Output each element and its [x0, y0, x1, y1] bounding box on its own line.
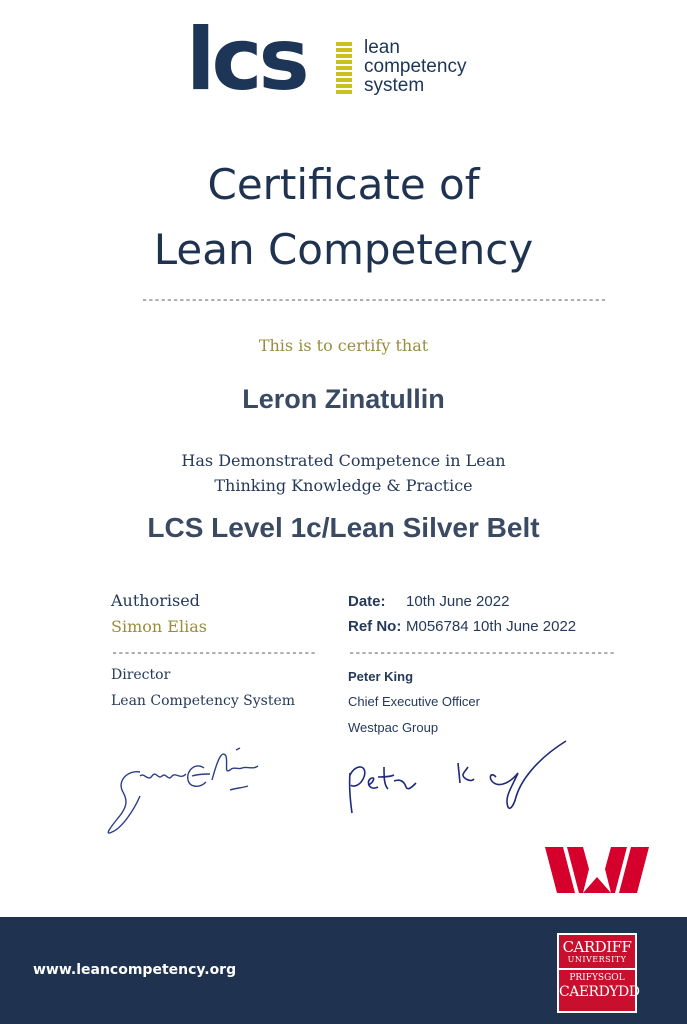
footer-url-link[interactable]: www.leancompetency.org: [33, 962, 237, 978]
certificate-level: LCS Level 1c/Lean Silver Belt: [147, 512, 540, 543]
date-value: 10th June 2022: [406, 593, 510, 610]
cardiff-line-3: PRIFYSGOL: [569, 973, 625, 983]
authoriser-organisation: Lean Competency System: [111, 693, 296, 709]
signature-simon-elias-icon: [100, 740, 270, 840]
cardiff-line-2: UNIVERSITY: [567, 955, 627, 964]
logo-line-3: system: [364, 75, 425, 96]
title-divider: ---------------------------------------------------------------------------: [141, 293, 607, 307]
lcs-logo-bars-icon: [336, 42, 352, 98]
authoriser-name: Simon Elias: [111, 617, 207, 636]
cardiff-divider: [559, 968, 635, 970]
ref-label: Ref No:: [348, 618, 402, 635]
lcs-logo: [186, 10, 496, 110]
westpac-logo-icon: [545, 847, 649, 893]
lcs-logo-text: [364, 38, 466, 95]
date-label: Date:: [348, 593, 386, 610]
recipient-name: Leron Zinatullin: [242, 384, 445, 414]
certificate-title-line-2: Lean Competency: [153, 225, 534, 274]
cardiff-university-logo: [557, 933, 640, 1013]
competence-statement-line-2: Thinking Knowledge & Practice: [214, 476, 473, 495]
signatory-name: Peter King: [348, 669, 414, 684]
authoriser-role: Director: [111, 667, 171, 683]
ref-value: M056784 10th June 2022: [406, 618, 577, 635]
signatory-role: Chief Executive Officer: [348, 694, 480, 709]
lcs-logo-mark: lcs: [186, 10, 306, 110]
cardiff-line-4: CAERDYDD: [559, 984, 640, 1000]
logo-line-2: competency: [364, 56, 467, 77]
certificate-title-line-1: Certificate of: [207, 160, 480, 209]
certify-text: This is to certify that: [258, 336, 429, 355]
right-signature-line: -------------------------------------------: [348, 646, 615, 660]
left-signature-line: ---------------------------------: [111, 646, 316, 660]
authorised-label: Authorised: [111, 591, 200, 610]
cardiff-line-1: CARDIFF: [562, 938, 632, 956]
competence-statement-line-1: Has Demonstrated Competence in Lean: [181, 451, 506, 470]
logo-line-1: lean: [364, 37, 400, 58]
signatory-organisation: Westpac Group: [348, 720, 439, 735]
signature-peter-king-icon: [340, 735, 570, 820]
